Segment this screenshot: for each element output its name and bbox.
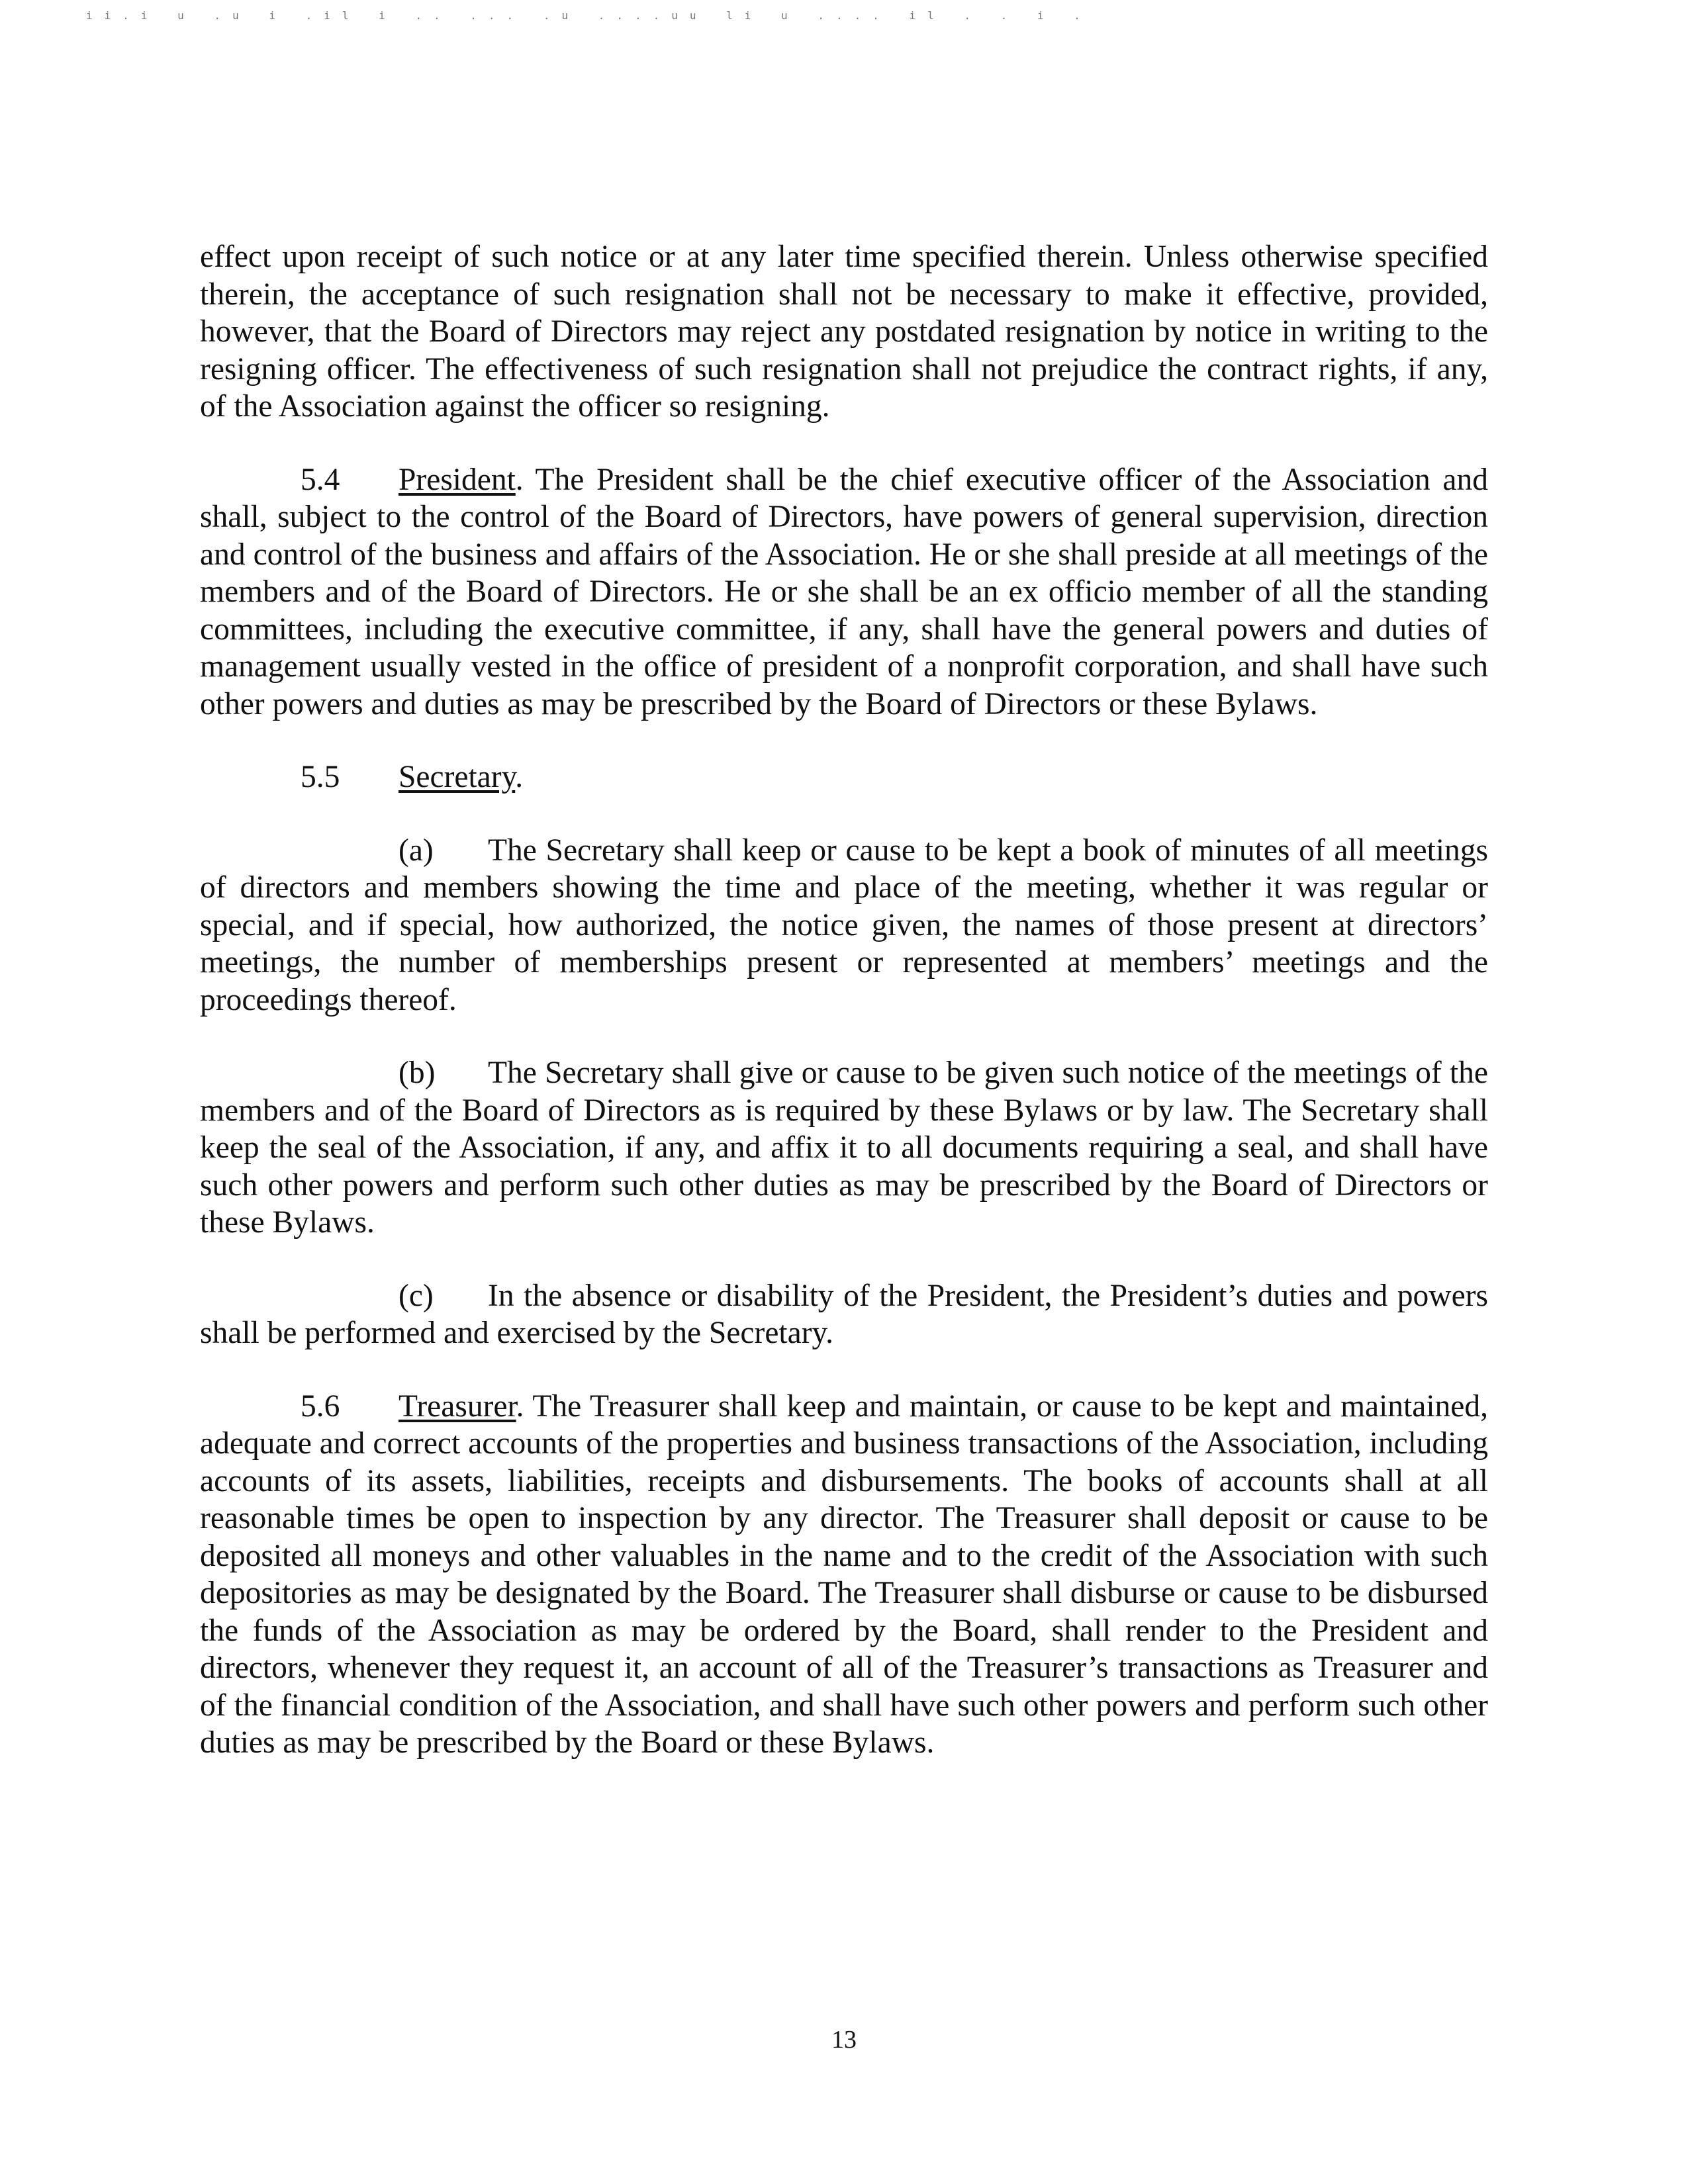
section-number: 5.4 [301,462,340,497]
section-5-5-c [200,1277,1488,1352]
scan-header-artifact: ii.i u .u i .il i .. ... .u ....uu li u .... il . . i . [86,9,1092,22]
subsection-label: (c) [399,1278,434,1313]
subsection-label: (a) [399,833,434,868]
document-body [200,238,1488,1797]
section-5-6-treasurer [200,1388,1488,1762]
section-text: . The Treasurer shall keep and maintain, or cause to be kept and maintained, adequate and correct accounts of the properties and business transactions of the Association, including accounts of its assets, liabilities, receipts and disbursements. The books of accounts shall at all reasonable times be open to inspection by any director. The Treasurer shall deposit or cause to be deposited all moneys and other valuables in the name and to the credit of the Association with such depositories as may be designated by the Board. The Treasurer shall disburse or cause to be disbursed the funds of the Association as may be ordered by the Board, shall render to the President and directors, whenever they request it, an account of all of the Treasurer’s transactions as Treasurer and of the financial condition of the Association, and shall have such other powers and perform such other duties as may be prescribed by the Board or these Bylaws. [200,1388,1488,1760]
subsection-text: In the absence or disability of the President, the President’s duties and powers shall be performed and exercised by the Secretary. [200,1278,1488,1350]
section-title: Secretary [399,760,516,794]
section-text: . The President shall be the chief executive officer of the Association and shall, subject to the control of the Board of Directors, have powers of general supervision, direction and control of the business and affairs of the Association. He or she shall preside at all meetings of the members and of the Board of Directors. He or she shall be an ex officio member of all the standing committees, including the executive committee, if any, shall have the general powers and duties of management usually vested in the office of president of a nonprofit corporation, and shall have such other powers and duties as may be prescribed by the Board of Directors or these Bylaws. [200,462,1488,721]
section-number: 5.6 [301,1388,340,1424]
section-5-5-b [200,1054,1488,1242]
page-number: 13 [831,2026,857,2054]
section-number: 5.5 [301,760,340,794]
section-5-5-secretary-heading [200,758,1488,796]
section-title: Treasurer [399,1388,516,1424]
subsection-text: The Secretary shall keep or cause to be kept a book of minutes of all meetings of directors and members showing the time and place of the meeting, whether it was regular or special, and if special, how authorized, the notice given, the names of those present at directors’ meetings, the number of memberships present or represented at members’ meetings and the proceedings thereof. [200,833,1488,1017]
section-title: President [399,462,516,497]
subsection-label: (b) [399,1056,436,1090]
section-5-4-president [200,461,1488,723]
subsection-text: The Secretary shall give or cause to be given such notice of the meetings of the members and of the Board of Directors as is required by these Bylaws or by law. The Secretary shall keep the seal of the Association, if any, and affix it to all documents requiring a seal, and shall have such other powers and perform such other duties as may be prescribed by the Board of Directors or these Bylaws. [200,1056,1488,1240]
paragraph-resignation-continued: effect upon receipt of such notice or at any later time specified therein. Unless otherwise specified therein, the acceptance of such resignation shall not be necessary to make it effective, provided, however, that the Board of Directors may reject any postdated resignation by notice in writing to the resigning officer. The effectiveness of such resignation shall not prejudice the contract rights, if any, of the Association against the officer so resigning. [200,240,1488,424]
section-5-5-a [200,832,1488,1019]
section-title-suffix: . [515,760,524,794]
